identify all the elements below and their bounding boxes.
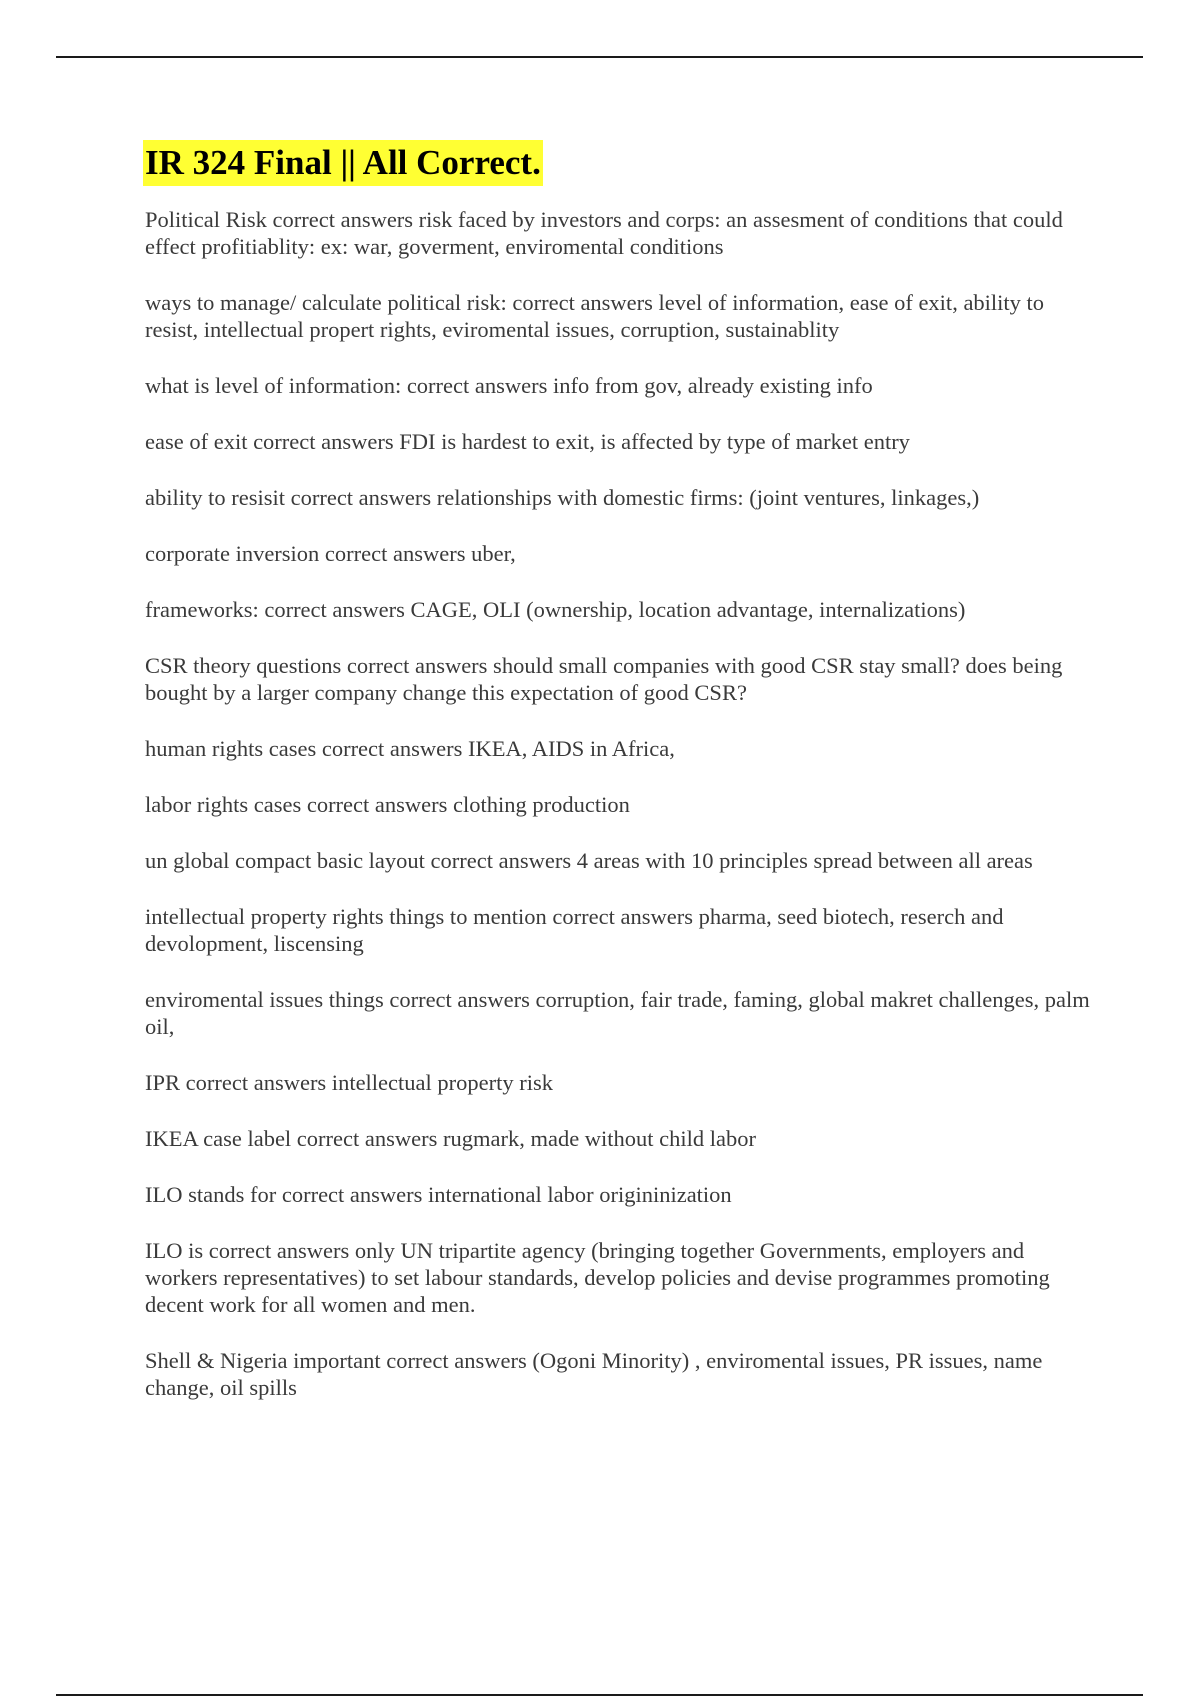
bottom-rule: [56, 1694, 1143, 1696]
qa-entry: ILO is correct answers only UN tripartite agency (bringing together Governments, employers and workers representatives) to set labour standards, develop policies and devise programmes promoting decent work for all women and men.: [145, 1238, 1050, 1317]
qa-entry: labor rights cases correct answers clothing production: [145, 792, 630, 817]
qa-entry: CSR theory questions correct answers should small companies with good CSR stay small? does being bought by a larger company change this expectation of good CSR?: [145, 653, 1063, 705]
qa-entry: what is level of information: correct answers info from gov, already existing info: [145, 373, 873, 398]
qa-entry: Shell & Nigeria important correct answers (Ogoni Minority) , enviromental issues, PR issues, name change, oil spills: [145, 1348, 1043, 1400]
document-body: [145, 140, 1095, 1430]
qa-entry: ways to manage/ calculate political risk: correct answers level of information, ease of exit, ability to resist, intellectual propert rights, eviromental issues, corruption, sustainablity: [145, 290, 1045, 342]
top-rule: [56, 56, 1143, 58]
qa-entry: IPR correct answers intellectual property risk: [145, 1070, 553, 1095]
qa-entry: corporate inversion correct answers uber,: [145, 541, 516, 566]
qa-entry: IKEA case label correct answers rugmark, made without child labor: [145, 1126, 757, 1151]
qa-entry: Political Risk correct answers risk faced by investors and corps: an assesment of conditions that could effect profitiablity: ex: war, goverment, enviromental conditions: [145, 207, 1063, 259]
qa-entry: intellectual property rights things to mention correct answers pharma, seed biotech, reserch and devolopment, liscensing: [145, 904, 1004, 956]
qa-entry: human rights cases correct answers IKEA, AIDS in Africa,: [145, 736, 675, 761]
qa-entry: ease of exit correct answers FDI is hardest to exit, is affected by type of market entry: [145, 429, 910, 454]
qa-entry: ILO stands for correct answers international labor origininization: [145, 1182, 732, 1207]
qa-entry: un global compact basic layout correct answers 4 areas with 10 principles spread between all areas: [145, 848, 1033, 873]
qa-entry: ability to resisit correct answers relationships with domestic firms: (joint ventures, linkages,): [145, 485, 980, 510]
document-title: IR 324 Final || All Correct.: [143, 140, 543, 186]
qa-entry: enviromental issues things correct answers corruption, fair trade, faming, global makret challenges, palm oil,: [145, 987, 1090, 1039]
qa-entry: frameworks: correct answers CAGE, OLI (ownership, location advantage, internalizations): [145, 597, 966, 622]
